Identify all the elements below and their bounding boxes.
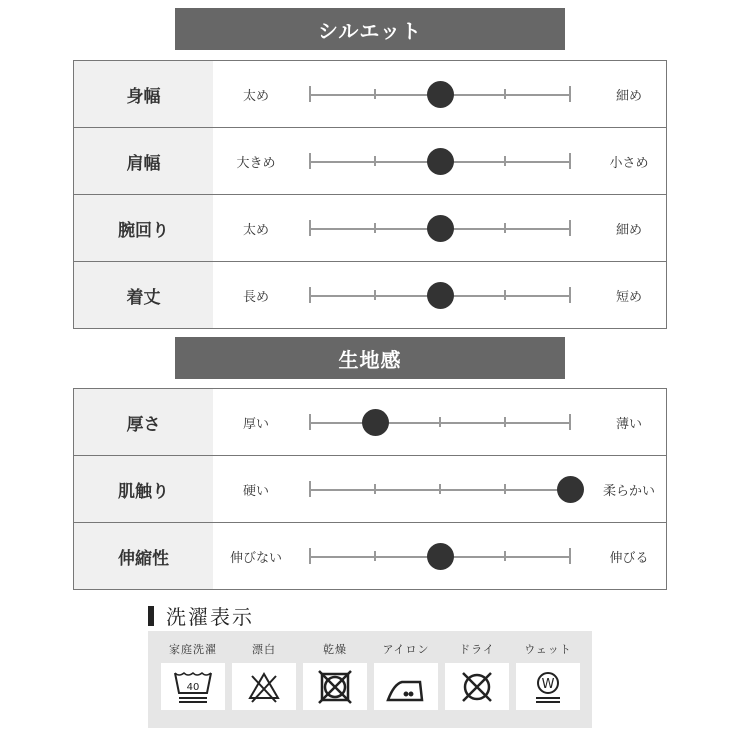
scale-tick xyxy=(439,484,441,494)
scale-marker xyxy=(362,409,389,436)
scale-tick xyxy=(374,223,376,233)
row-label: 身幅 xyxy=(74,61,213,127)
washing-heading xyxy=(148,601,254,630)
wash-40-icon xyxy=(161,663,225,710)
scale-marker xyxy=(427,215,454,242)
rating-row xyxy=(74,127,666,194)
scale-tick xyxy=(374,551,376,561)
scale-tick xyxy=(569,153,571,169)
care-label: 家庭洗濯 xyxy=(169,643,217,656)
scale-marker xyxy=(427,282,454,309)
scale-tick xyxy=(374,89,376,99)
scale-tick xyxy=(504,290,506,300)
rating-row xyxy=(74,455,666,522)
care-label: ウェット xyxy=(524,643,572,656)
scale-marker xyxy=(427,543,454,570)
scale-tick xyxy=(309,414,311,430)
care-label: 乾燥 xyxy=(323,643,347,656)
scale-right-label: 細め xyxy=(615,222,642,238)
scale-marker xyxy=(427,148,454,175)
care-label: 漂白 xyxy=(252,643,276,656)
scale-marker xyxy=(427,81,454,108)
care-item xyxy=(516,641,580,710)
scale-tick xyxy=(504,223,506,233)
washing-panel xyxy=(148,631,592,728)
scale-left-label: 太め xyxy=(242,88,269,104)
care-item xyxy=(374,641,438,710)
scale-right-label: 細め xyxy=(615,88,642,104)
care-label: ドライ xyxy=(459,643,495,656)
scale-tick xyxy=(569,220,571,236)
care-item xyxy=(161,641,225,710)
washing-title: 洗濯表示 xyxy=(166,605,254,629)
iron-medium-icon xyxy=(374,663,438,710)
silhouette-title: シルエット xyxy=(175,8,565,50)
scale-tick xyxy=(504,417,506,427)
scale-left-label: 伸びない xyxy=(229,550,282,566)
scale-right-label: 伸びる xyxy=(609,550,649,566)
care-item xyxy=(232,641,296,710)
scale-left-label: 長め xyxy=(242,289,269,305)
scale-tick xyxy=(309,287,311,303)
svg-text:W: W xyxy=(541,676,555,692)
care-item xyxy=(445,641,509,710)
row-label: 着丈 xyxy=(74,262,213,328)
scale-tick xyxy=(504,484,506,494)
scale-tick xyxy=(569,414,571,430)
scale-tick xyxy=(569,548,571,564)
scale-tick xyxy=(504,551,506,561)
scale-tick xyxy=(309,153,311,169)
svg-text:40: 40 xyxy=(186,681,200,693)
scale-left-label: 硬い xyxy=(242,483,269,499)
scale-marker xyxy=(557,476,584,503)
scale-tick xyxy=(504,156,506,166)
heading-bar xyxy=(148,606,154,626)
scale-tick xyxy=(374,290,376,300)
care-item xyxy=(303,641,367,710)
row-label: 肩幅 xyxy=(74,128,213,194)
no-tumble-dry-icon xyxy=(303,663,367,710)
silhouette-table xyxy=(73,60,667,329)
row-label: 伸縮性 xyxy=(74,523,213,589)
rating-row xyxy=(74,389,666,455)
row-label: 肌触り xyxy=(74,456,213,522)
scale-tick xyxy=(309,548,311,564)
care-label: アイロン xyxy=(382,643,430,656)
scale-tick xyxy=(309,86,311,102)
scale-tick xyxy=(569,287,571,303)
scale-tick xyxy=(439,417,441,427)
scale-tick xyxy=(309,220,311,236)
row-label: 厚さ xyxy=(74,389,213,455)
rating-row xyxy=(74,194,666,261)
scale-left-label: 厚い xyxy=(242,416,269,432)
scale-tick xyxy=(374,484,376,494)
scale-right-label: 短め xyxy=(615,289,642,305)
scale-left-label: 太め xyxy=(242,222,269,238)
scale-tick xyxy=(569,86,571,102)
texture-title: 生地感 xyxy=(175,337,565,379)
row-label: 腕回り xyxy=(74,195,213,261)
scale-right-label: 薄い xyxy=(615,416,642,432)
scale-left-label: 大きめ xyxy=(236,155,276,171)
scale-tick xyxy=(374,156,376,166)
scale-tick xyxy=(309,481,311,497)
texture-table xyxy=(73,388,667,590)
rating-row xyxy=(74,61,666,127)
wet-clean-icon xyxy=(516,663,580,710)
no-dry-clean-icon xyxy=(445,663,509,710)
scale-tick xyxy=(504,89,506,99)
no-bleach-icon xyxy=(232,663,296,710)
rating-row xyxy=(74,522,666,589)
scale-right-label: 小さめ xyxy=(609,155,649,171)
scale-right-label: 柔らかい xyxy=(602,483,655,499)
rating-row xyxy=(74,261,666,328)
